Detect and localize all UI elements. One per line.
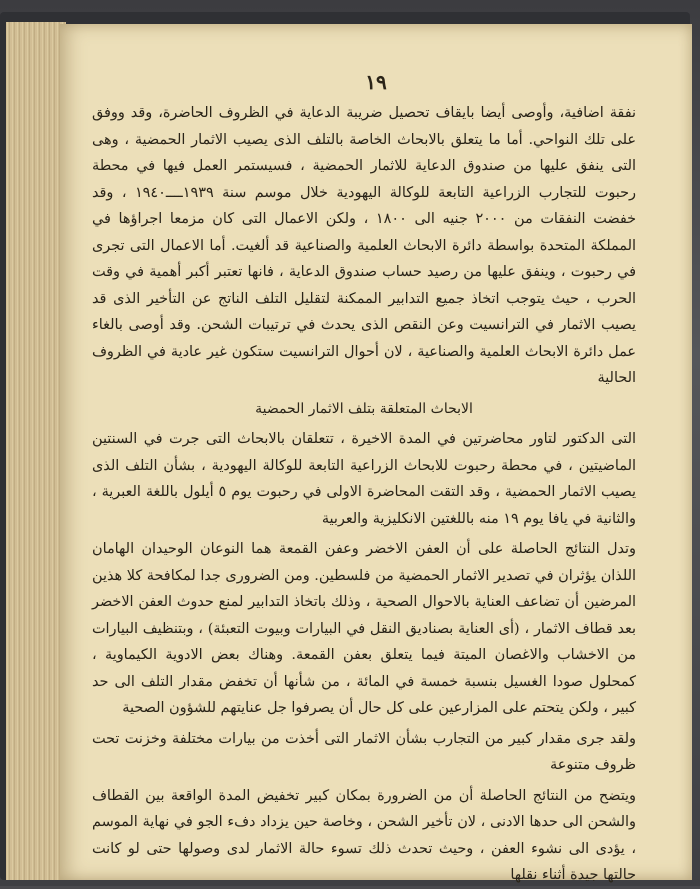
paragraph-results: وتدل النتائج الحاصلة على أن العفن الاخضر وعفن القمعة هما النوعان الوحيدان الهامان اللذان يؤثران في تصدير الاثمار الحمضية من فلسطين. ومن الضرورى جدا لمكافحة كلا هذين المرضين أن تضاعف العناية بالاحوال الصحية ، وذلك باتخاذ التدابير لمنع حدوث العفن الاخضر بعد قطاف الاثمار ، (أى العناية بصناديق النقل في البيارات وبيوت التعبئة) ، وبتنظيف البيارات من الاخشاب والاغصان الميتة فيما يتعلق بعفن القمعة. وهناك بعض الادوية الكيماوية ، كمحلول صودا الغسيل بنسبة خمسة في المائة ، من شأنها أن تخفض مقدار التلف الى حد كبير ، ولكن يتحتم على المزارعين على كل حال أن يصرفوا جل عنايتهم للشؤون الصحية [92, 541, 636, 716]
section-heading: الابحاث المتعلقة بتلف الاثمار الحمضية [255, 400, 473, 417]
paragraph-conclusion: ويتضح من النتائج الحاصلة أن من الضرورة بمكان كبير تخفيض المدة الواقعة بين القطاف والشحن الى حدها الادنى ، لان تأخير الشحن ، وخاصة حين يزداد دفء الجو في نهاية الموسم ، يؤدى الى نشوء العفن ، وحيث تحدث ذلك تسوء حالة الاثمار لدى وصولها حتى لو كانت حالتها جيدة أثناء نقلها [92, 787, 636, 883]
paragraph-experiments: ولقد جرى مقدار كبير من التجارب بشأن الاثمار التى أخذت من بيارات مختلفة وخزنت تحت ظروف متنوعة [92, 730, 636, 773]
page-text [92, 100, 636, 889]
paragraph-recommendations: نفقة اضافية، وأوصى أيضا بايقاف تحصيل ضريبة الدعاية في الظروف الحاضرة، وقد ووفق على تلك النواحي. أما ما يتعلق بالابحاث الخاصة بالتلف الذى يصيب الاثمار الحمضية ، وهى التى ينفق عليها من صندوق الدعاية للاثمار الحمضية ، فسيستمر العمل فيها في محطة رحبوت للتجارب الزراعية التابعة للوكالة اليهودية خلال موسم سنة ١٩٣٩ــــ١٩٤٠ ، وقد خفضت النفقات من ٢٠٠٠ جنيه الى ١٨٠٠ ، ولكن الاعمال التى كان مزمعا اجراؤها في المملكة المتحدة بواسطة دائرة الابحاث العلمية والصناعية قد ألغيت. أما الاعمال التى تجرى في رحبوت ، وينفق عليها من رصيد حساب صندوق الدعاية ، فانها تعتبر أكبر أهمية في وقت الحرب ، حيث يتوجب اتخاذ جميع التدابير الممكنة لتقليل التلف الناتج عن التأخير الذى قد يصيب الاثمار في الترانسيت وعن النقص الذى يحدث في ترتيبات الشحن. وقد أوصى بالغاء عمل دائرة الابحاث العلمية والصناعية ، لان أحوال الترانسيت ستكون غير عادية في الظروف الحالية [92, 105, 636, 386]
page-number: ١٩ [365, 70, 387, 94]
paragraph-lectures: التى الدكتور لتاور محاضرتين في المدة الاخيرة ، تتعلقان بالابحاث التى جرت في السنتين الماضيتين ، في محطة رحبوت للابحاث الزراعية التابعة للوكالة اليهودية ، بشأن التلف الذى يصيب الاثمار الحمضية ، وقد التقت المحاضرة الاولى في رحبوت يوم ٥ أيلول باللغة العبرية ، والثانية في يافا يوم ١٩ منه باللغتين الانكليزية والعربية [92, 431, 636, 527]
book-page [60, 24, 692, 883]
page-edges [6, 22, 66, 880]
